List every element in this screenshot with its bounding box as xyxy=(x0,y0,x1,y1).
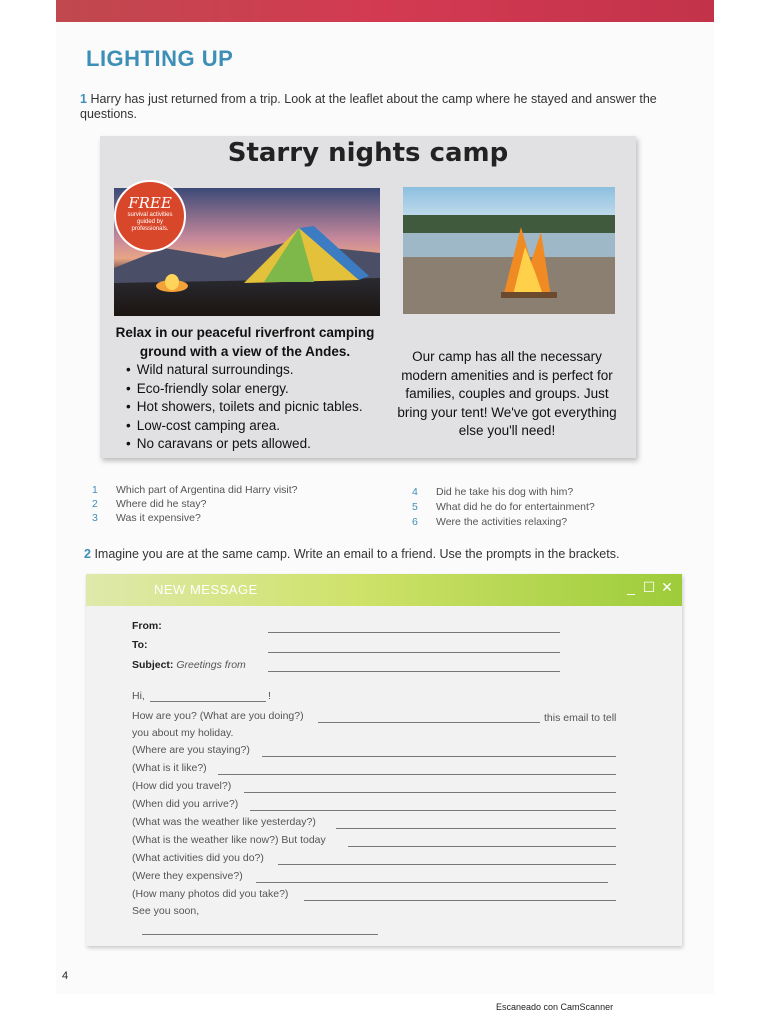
prompt-line: (What activities did you do?) xyxy=(132,852,264,864)
answer-field[interactable] xyxy=(262,756,616,757)
question-number: 4 xyxy=(412,486,418,498)
to-field[interactable] xyxy=(268,652,560,653)
maximize-icon[interactable]: ☐ xyxy=(642,579,656,595)
subject-prompt: Greetings from xyxy=(176,659,246,671)
window-controls xyxy=(624,580,674,594)
answer-field[interactable] xyxy=(244,792,616,793)
leaflet-left-text xyxy=(112,324,378,454)
exercise-text: Harry has just returned from a trip. Look at the leaflet about the camp where he stayed and answer the questions. xyxy=(80,92,657,121)
how-field[interactable] xyxy=(318,722,540,723)
question-number: 3 xyxy=(92,512,98,524)
question-text: Was it expensive? xyxy=(116,512,201,524)
prompt-line: (Where are you staying?) xyxy=(132,744,250,756)
page-number: 4 xyxy=(62,970,69,982)
feature-item: • Low-cost camping area. xyxy=(126,417,378,436)
leaflet-title: Starry nights camp xyxy=(227,138,509,168)
question-item xyxy=(412,486,573,498)
prompt-line: (What is the weather like now?) But today xyxy=(132,834,326,846)
exercise-2-instruction xyxy=(84,547,619,561)
answer-field[interactable] xyxy=(304,900,616,901)
line-how-are-you: How are you? (What are you doing?) xyxy=(132,710,304,722)
prompt-line: (Were they expensive?) xyxy=(132,870,243,882)
answer-field[interactable] xyxy=(348,846,616,847)
signature-field[interactable] xyxy=(142,934,378,935)
page-title: LIGHTING UP xyxy=(86,46,234,71)
subject-line xyxy=(132,659,246,671)
close-icon[interactable]: ✕ xyxy=(661,579,673,595)
line-how-end: this email to tell xyxy=(544,712,617,724)
question-number: 6 xyxy=(412,516,418,528)
line-holiday: you about my holiday. xyxy=(132,727,234,739)
bottom-margin xyxy=(0,994,768,1024)
prompt-line: (What is it like?) xyxy=(132,762,207,774)
question-number: 1 xyxy=(92,484,98,496)
answer-field[interactable] xyxy=(278,864,616,865)
question-item xyxy=(92,512,201,524)
prompt-line: (What was the weather like yesterday?) xyxy=(132,816,316,828)
feature-item: • Eco-friendly solar energy. xyxy=(126,380,378,399)
greeting-text: Hi, xyxy=(132,690,145,702)
question-number: 2 xyxy=(92,498,98,510)
question-text: Which part of Argentina did Harry visit? xyxy=(116,484,298,496)
from-field[interactable] xyxy=(268,632,560,633)
question-number: 5 xyxy=(412,501,418,513)
exercise-number: 1 xyxy=(80,92,87,106)
prompt-line: (How many photos did you take?) xyxy=(132,888,289,900)
subject-label: Subject: xyxy=(132,659,174,671)
question-text: Did he take his dog with him? xyxy=(436,486,574,498)
feature-item: • Wild natural surroundings. xyxy=(126,361,378,380)
feature-item: • No caravans or pets allowed. xyxy=(126,435,378,454)
camp-leaflet xyxy=(100,136,636,458)
badge-detail-text: survival activities guided by professionals. xyxy=(127,212,173,232)
question-text: Were the activities relaxing? xyxy=(436,516,568,528)
closing-text: See you soon, xyxy=(132,905,200,917)
email-title-bar xyxy=(86,574,682,606)
campfire-photo xyxy=(403,187,615,314)
greeting-field[interactable] xyxy=(150,701,266,702)
right-margin xyxy=(714,0,768,1024)
answer-field[interactable] xyxy=(256,882,608,883)
greeting-end: ! xyxy=(268,690,271,702)
campfire-illustration xyxy=(403,187,615,314)
new-message-label: NEW MESSAGE xyxy=(154,582,258,597)
scanner-watermark: Escaneado con CamScanner xyxy=(496,1002,614,1012)
exercise-number: 2 xyxy=(84,547,91,561)
question-item xyxy=(92,484,298,496)
exercise-text: Imagine you are at the same camp. Write an email to a friend. Use the prompts in the brackets. xyxy=(94,547,620,561)
question-item xyxy=(412,501,595,513)
from-label: From: xyxy=(132,620,162,632)
answer-field[interactable] xyxy=(250,810,616,811)
question-text: Where did he stay? xyxy=(116,498,207,510)
prompt-line: (How did you travel?) xyxy=(132,780,232,792)
to-label: To: xyxy=(132,639,148,651)
left-margin xyxy=(0,0,56,1024)
subject-field[interactable] xyxy=(268,671,560,672)
answer-field[interactable] xyxy=(336,828,616,829)
question-item xyxy=(412,516,567,528)
badge-free-text: FREE xyxy=(128,194,172,212)
features-list xyxy=(112,361,378,454)
question-item xyxy=(92,498,206,510)
leaflet-right-text: Our camp has all the necessary modern amenities and is perfect for families, couples and groups. Just bring your tent! We've got everything else you'll need! xyxy=(397,349,617,438)
minimize-icon[interactable]: _ xyxy=(627,579,635,595)
email-window xyxy=(86,574,682,946)
answer-field[interactable] xyxy=(218,774,616,775)
free-badge xyxy=(114,180,186,252)
leaflet-intro: Relax in our peaceful riverfront camping ground with a view of the Andes. xyxy=(115,325,375,359)
feature-item: • Hot showers, toilets and picnic tables. xyxy=(126,398,378,417)
question-text: What did he do for entertainment? xyxy=(436,501,595,513)
prompt-line: (When did you arrive?) xyxy=(132,798,239,810)
exercise-1-instruction xyxy=(80,92,680,122)
